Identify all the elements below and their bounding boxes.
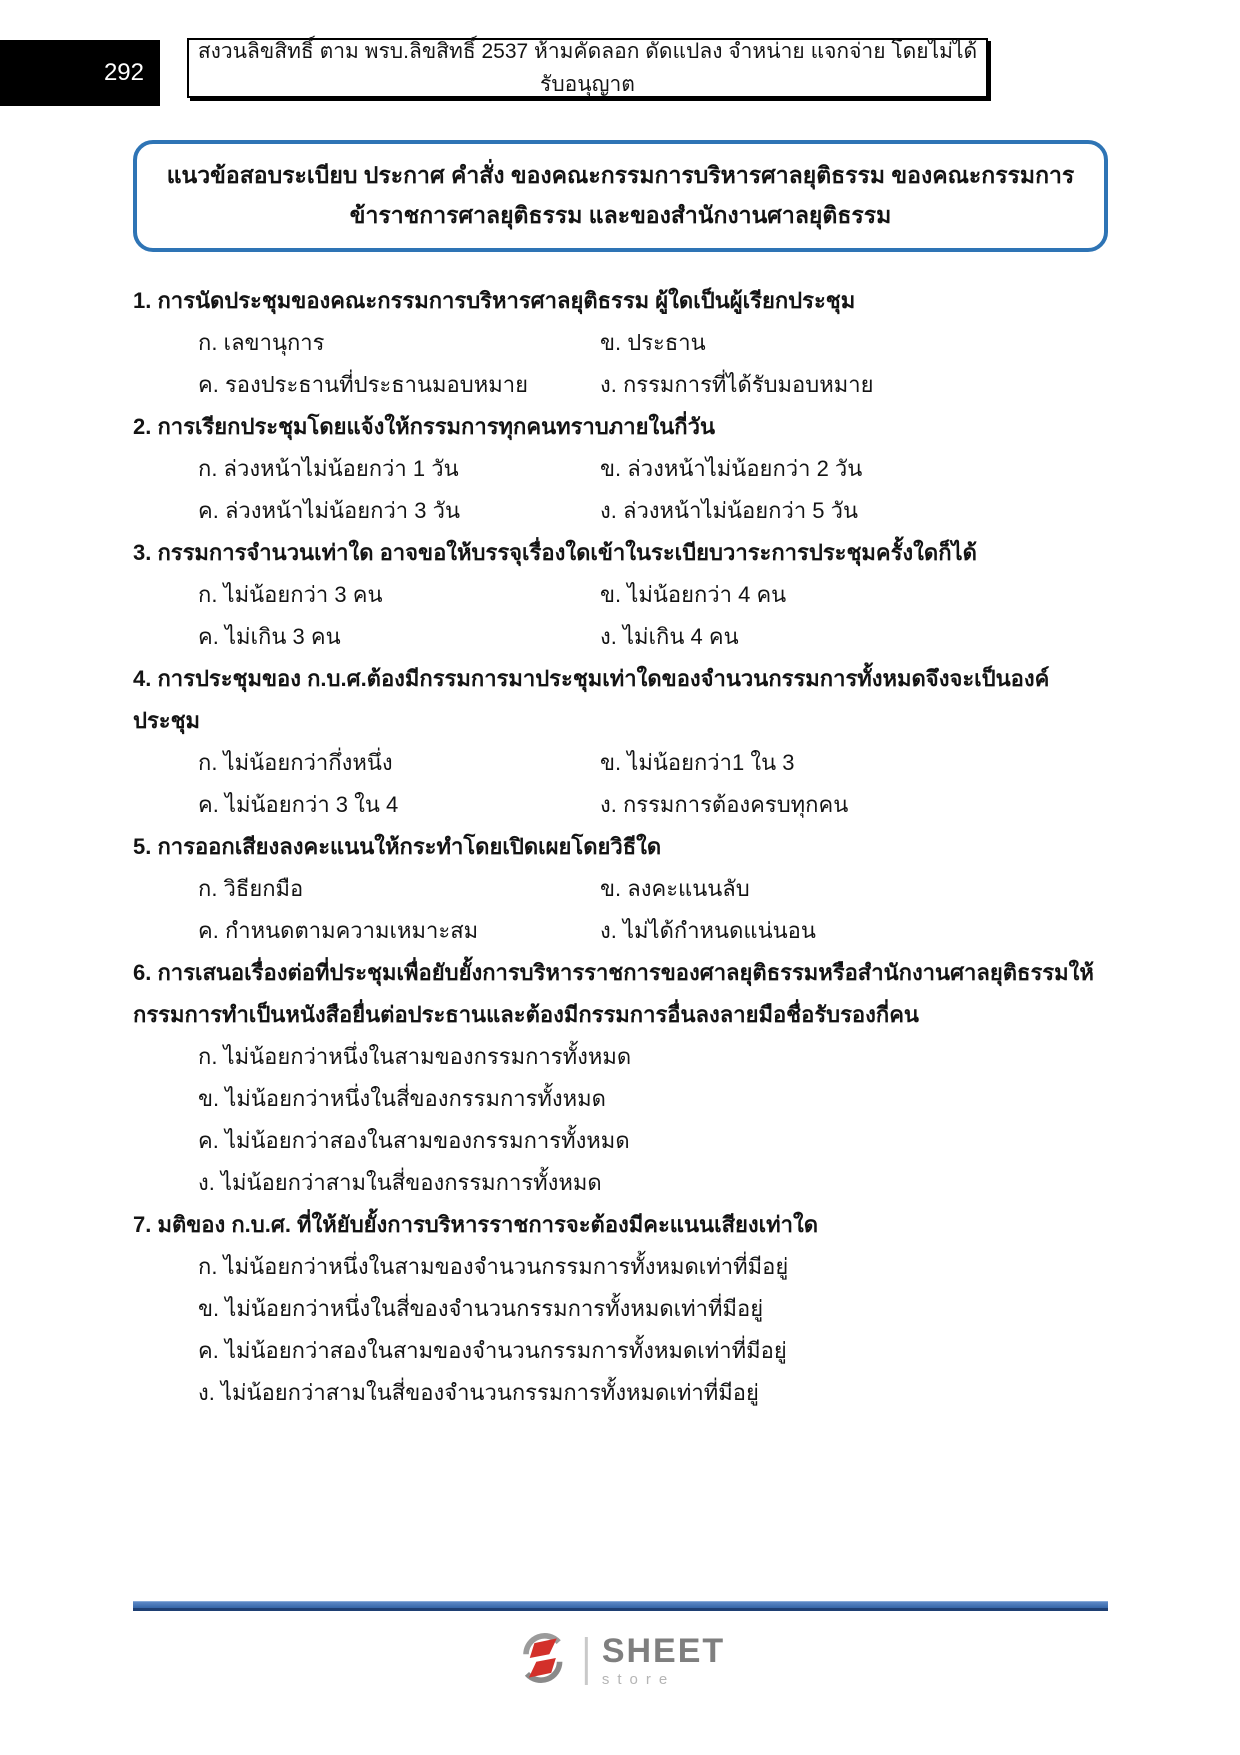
option: ง. กรรมการที่ได้รับมอบหมาย <box>600 372 874 397</box>
brand-subtitle: store <box>601 1670 676 1688</box>
question-4 <box>133 658 1111 826</box>
option: ง. ล่วงหน้าไม่น้อยกว่า 5 วัน <box>600 498 859 523</box>
options-grid <box>133 574 1111 658</box>
option: ข. ไม่น้อยกว่า1 ใน 3 <box>600 750 795 775</box>
page-number: 292 <box>103 59 144 86</box>
exam-title-line2: ข้าราชการศาลยุติธรรม และของสำนักงานศาลยุติธรรม <box>349 202 892 228</box>
option: ก. ไม่น้อยกว่ากึ่งหนึ่ง <box>198 750 393 775</box>
sheet-store-s-icon <box>515 1630 571 1691</box>
question-text: 4. การประชุมของ ก.บ.ศ.ต้องมีกรรมการมาประชุมเท่าใดของจำนวนกรรมการทั้งหมดจึงจะเป็นองค์ประชุม <box>133 666 1050 733</box>
option: ง. ไม่ได้กำหนดแน่นอน <box>600 918 816 943</box>
exam-title-line1: แนวข้อสอบระเบียบ ประกาศ คำสั่ง ของคณะกรรมการบริหารศาลยุติธรรม ของคณะกรรมการ <box>166 162 1075 189</box>
question-text: 1. การนัดประชุมของคณะกรรมการบริหารศาลยุติธรรม ผู้ใดเป็นผู้เรียกประชุม <box>133 288 856 313</box>
option: ก. วิธียกมือ <box>198 876 304 901</box>
options-grid <box>133 868 1111 952</box>
question-5 <box>133 826 1111 952</box>
options-grid <box>133 448 1111 532</box>
questions-list <box>133 280 1111 1414</box>
option: ค. ไม่น้อยกว่าสองในสามของจำนวนกรรมการทั้งหมดเท่าที่มีอยู่ <box>198 1338 787 1363</box>
option: ค. ไม่น้อยกว่า 3 ใน 4 <box>198 792 399 817</box>
question-1 <box>133 280 1111 406</box>
question-text: 5. การออกเสียงลงคะแนนให้กระทำโดยเปิดเผยโดยวิธีใด <box>133 834 662 859</box>
option: ง. ไม่น้อยกว่าสามในสี่ของกรรมการทั้งหมด <box>198 1170 602 1195</box>
option: ข. ล่วงหน้าไม่น้อยกว่า 2 วัน <box>600 456 863 481</box>
option: ค. รองประธานที่ประธานมอบหมาย <box>198 372 528 397</box>
option: ค. กำหนดตามความเหมาะสม <box>198 918 479 943</box>
option: ง. ไม่เกิน 4 คน <box>600 624 739 649</box>
option: ข. ประธาน <box>600 330 706 355</box>
question-6 <box>133 952 1111 1204</box>
question-2 <box>133 406 1111 532</box>
option: ข. ไม่น้อยกว่าหนึ่งในสี่ของจำนวนกรรมการทั้งหมดเท่าที่มีอยู่ <box>198 1296 764 1321</box>
brand-name: SHEET <box>601 1631 726 1670</box>
page-number-box <box>0 40 160 106</box>
question-text: 6. การเสนอเรื่องต่อที่ประชุมเพื่อยับยั้งการบริหารราชการของศาลยุติธรรมหรือสำนักงานศาลยุติธรรมให้กรรมการทำเป็นหนังสือยื่นต่อประธานและต้องมีกรรมการอื่นลงลายมือชื่อรับรองกี่คน <box>133 960 1094 1027</box>
copyright-notice-box <box>187 38 988 98</box>
question-text: 7. มติของ ก.บ.ศ. ที่ให้ยับยั้งการบริหารราชการจะต้องมีคะแนนเสียงเท่าใด <box>133 1212 819 1237</box>
question-7 <box>133 1204 1111 1414</box>
option: ข. ไม่น้อยกว่าหนึ่งในสี่ของกรรมการทั้งหมด <box>198 1086 606 1111</box>
options-list <box>133 1246 1111 1414</box>
question-text: 2. การเรียกประชุมโดยแจ้งให้กรรมการทุกคนทราบภายในกี่วัน <box>133 414 715 439</box>
option: ก. ล่วงหน้าไม่น้อยกว่า 1 วัน <box>198 456 459 481</box>
footer-divider-bar <box>133 1601 1108 1611</box>
question-text: 3. กรรมการจำนวนเท่าใด อาจขอให้บรรจุเรื่องใดเข้าในระเบียบวาระการประชุมครั้งใดก็ได้ <box>133 540 977 565</box>
copyright-text: สงวนลิขสิทธิ์ ตาม พรบ.ลิขสิทธิ์ 2537 ห้ามคัดลอก ดัดแปลง จำหน่าย แจกจ่าย โดยไม่ได้รับอนุญาต <box>197 40 978 96</box>
option: ก. ไม่น้อยกว่าหนึ่งในสามของจำนวนกรรมการทั้งหมดเท่าที่มีอยู่ <box>198 1254 789 1279</box>
option: ง. ไม่น้อยกว่าสามในสี่ของจำนวนกรรมการทั้งหมดเท่าที่มีอยู่ <box>198 1380 759 1405</box>
option: ก. ไม่น้อยกว่า 3 คน <box>198 582 383 607</box>
option: ข. ไม่น้อยกว่า 4 คน <box>600 582 787 607</box>
option: ก. เลขานุการ <box>198 330 325 355</box>
options-list <box>133 1036 1111 1204</box>
option: ก. ไม่น้อยกว่าหนึ่งในสามของกรรมการทั้งหมด <box>198 1044 632 1069</box>
question-3 <box>133 532 1111 658</box>
option: ง. กรรมการต้องครบทุกคน <box>600 792 849 817</box>
options-grid <box>133 322 1111 406</box>
option: ค. ไม่น้อยกว่าสองในสามของกรรมการทั้งหมด <box>198 1128 630 1153</box>
exam-title-box <box>133 140 1108 252</box>
option: ค. ไม่เกิน 3 คน <box>198 624 341 649</box>
logo-divider <box>585 1637 588 1685</box>
option: ข. ลงคะแนนลับ <box>600 876 750 901</box>
option: ค. ล่วงหน้าไม่น้อยกว่า 3 วัน <box>198 498 461 523</box>
options-grid <box>133 742 1111 826</box>
sheet-store-logo <box>515 1630 725 1691</box>
brand-text <box>601 1631 726 1688</box>
